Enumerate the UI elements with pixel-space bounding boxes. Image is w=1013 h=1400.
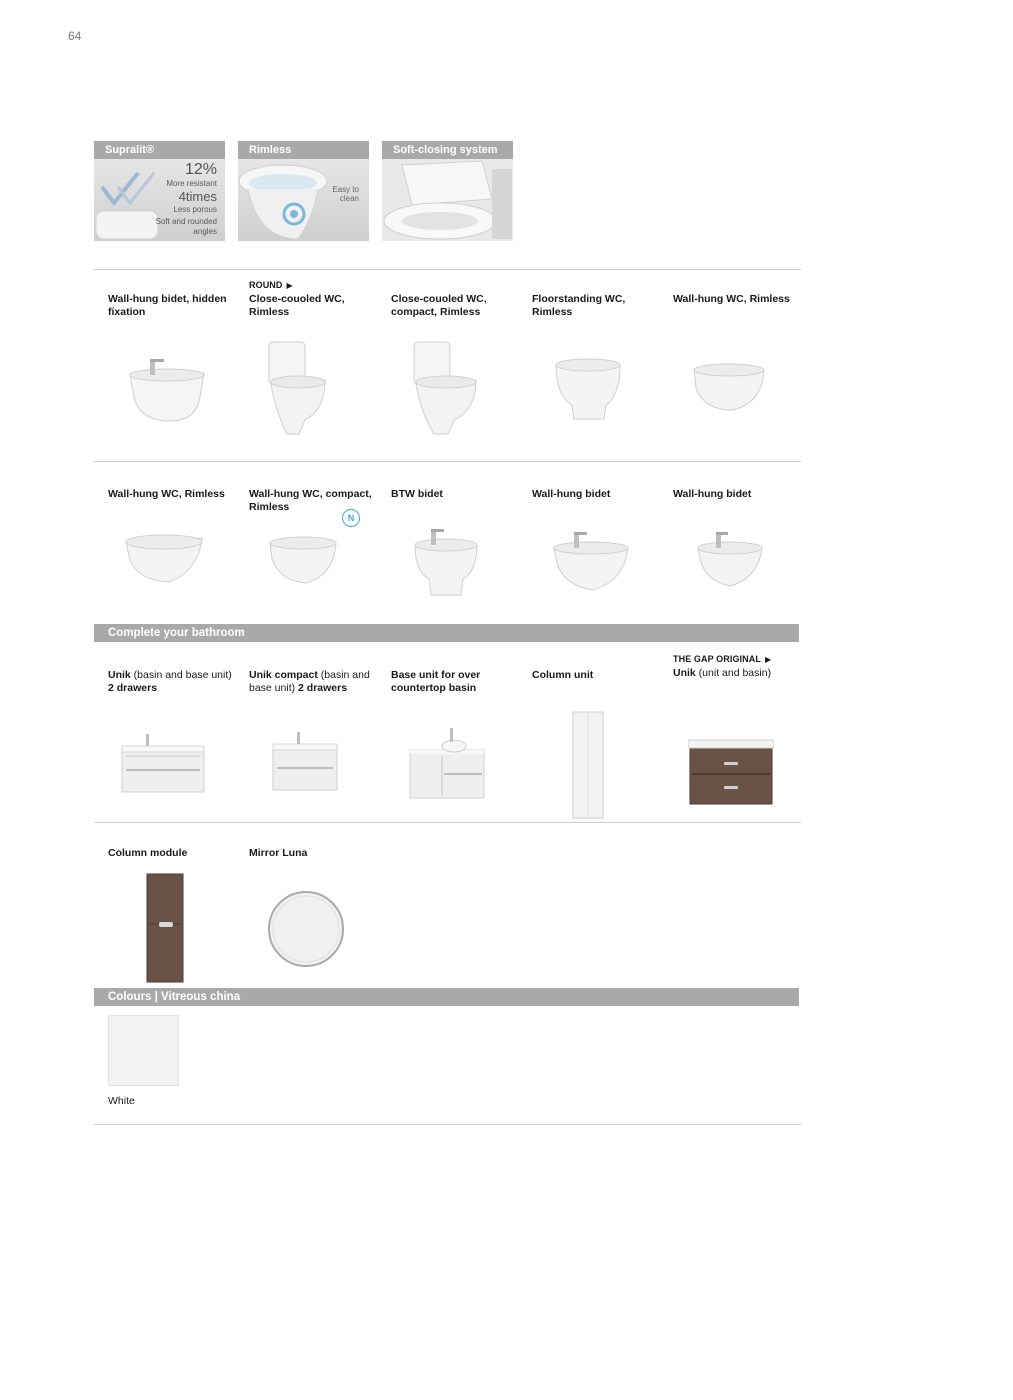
product-title: Wall-hung WC, compact, Rimless (249, 488, 372, 513)
range-link-round[interactable]: ROUND ▶ (249, 280, 293, 290)
column-module-icon (145, 872, 185, 984)
column-unit-icon (572, 710, 604, 820)
product-wall-hung-wc-rimless[interactable] (108, 488, 243, 501)
divider (94, 269, 801, 270)
product-wall-hung-bidet-2[interactable] (673, 488, 808, 501)
new-badge: N (342, 509, 360, 527)
wall-hung-wc-compact-icon (268, 533, 338, 587)
product-title: Wall-hung bidet (532, 488, 611, 500)
product-wall-hung-wc-compact[interactable] (249, 488, 384, 514)
section-complete-your-bathroom: Complete your bathroom (94, 624, 799, 642)
product-close-coupled-wc-compact[interactable] (391, 293, 526, 319)
product-unik-compact[interactable] (249, 669, 384, 695)
colour-swatch-white[interactable] (108, 1015, 179, 1086)
wall-hung-bidet-icon (126, 355, 208, 427)
feature-rimless-label: Rimless (238, 141, 369, 159)
close-coupled-wc-icon (265, 340, 331, 436)
wall-hung-bidet-icon (552, 528, 630, 594)
arrow-right-icon: ▶ (764, 655, 772, 664)
supralit-stat-3-label: Soft and rounded (155, 217, 217, 226)
product-column-module[interactable] (108, 847, 243, 860)
vanity-unit-compact-icon (271, 730, 339, 792)
product-floorstanding-wc[interactable] (532, 293, 667, 319)
arrow-right-icon: ▶ (286, 281, 293, 290)
base-unit-icon (408, 726, 486, 800)
vanity-unit-icon (120, 732, 206, 794)
product-unik[interactable] (108, 669, 243, 695)
feature-soft-closing-label: Soft-closing system (382, 141, 513, 159)
close-coupled-wc-compact-icon (410, 340, 480, 436)
wall-hung-wc-icon (692, 360, 766, 416)
product-wall-hung-bidet-1[interactable] (532, 488, 667, 501)
feature-soft-closing (382, 141, 513, 241)
product-column-unit[interactable] (532, 669, 667, 682)
product-title: Floorstanding WC, Rimless (532, 293, 626, 318)
product-desc: (basin and base unit) (130, 669, 232, 681)
product-title: Close-couoled WC, Rimless (249, 293, 345, 318)
wall-hung-wc-icon (124, 530, 206, 586)
supralit-stat-3-label-2: angles (193, 227, 217, 236)
divider (94, 461, 801, 462)
soft-closing-seat-icon (382, 159, 513, 241)
product-title: Close-couoled WC, compact, Rimless (391, 293, 487, 318)
divider (94, 1124, 801, 1125)
supralit-stat-2: 4times (178, 189, 217, 204)
product-title: Wall-hung bidet (673, 488, 752, 500)
range-link-gap-original[interactable]: THE GAP ORIGINAL ▶ (673, 654, 772, 664)
section-colours: Colours | Vitreous china (94, 988, 799, 1006)
product-title: Wall-hung WC, Rimless (108, 488, 225, 500)
product-mirror-luna[interactable] (249, 847, 384, 860)
product-title: Mirror Luna (249, 847, 308, 859)
floorstanding-wc-icon (552, 355, 624, 421)
feature-supralit-label: Supralit® (94, 141, 225, 159)
product-wall-hung-bidet-hidden[interactable] (108, 293, 243, 319)
product-title: Wall-hung WC, Rimless (673, 293, 790, 305)
product-title: BTW bidet (391, 488, 443, 500)
product-wall-hung-wc[interactable] (673, 293, 808, 306)
wall-hung-bidet-icon (696, 528, 764, 590)
rimless-text-2: clean (339, 194, 359, 203)
product-gap-original-unik[interactable] (673, 654, 808, 680)
product-desc: (basin and base unit) (249, 669, 370, 694)
supralit-stat-2-label: Less porous (173, 205, 217, 214)
supralit-stat-1: 12% (184, 161, 217, 178)
colour-label: White (108, 1095, 135, 1107)
product-spec: 2 drawers (108, 682, 158, 694)
product-name: Unik (108, 669, 131, 681)
product-name: Unik compact (249, 669, 318, 681)
floor-bidet-icon (411, 525, 481, 597)
product-btw-bidet[interactable] (391, 488, 526, 501)
product-base-unit[interactable] (391, 669, 526, 695)
rimless-text-1: Easy to (332, 185, 359, 194)
page-number: 64 (68, 29, 82, 43)
product-title: Wall-hung bidet, hidden fixation (108, 293, 227, 318)
mirror-luna-icon (266, 886, 346, 972)
product-title: Column module (108, 847, 188, 859)
vanity-unit-wood-icon (688, 736, 774, 806)
product-title: Column unit (532, 669, 594, 681)
product-title: Base unit for over countertop basin (391, 669, 481, 694)
supralit-stat-1-label: More resistant (166, 179, 217, 188)
product-desc: (unit and basin) (695, 667, 772, 679)
product-spec: 2 drawers (295, 682, 348, 694)
product-round-close-coupled-wc[interactable] (249, 280, 384, 319)
feature-supralit (94, 141, 225, 241)
product-name: Unik (673, 667, 696, 679)
divider (94, 822, 801, 823)
feature-rimless (238, 141, 369, 241)
